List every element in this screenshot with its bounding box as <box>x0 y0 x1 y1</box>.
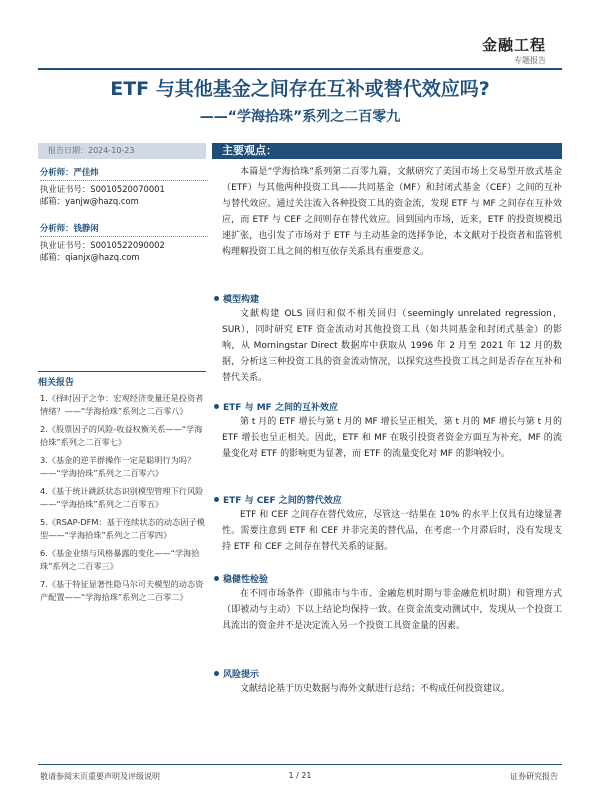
related-reports-heading: 相关报告 <box>38 371 206 388</box>
section-heading-risk: 风险提示 <box>214 667 562 680</box>
report-date-bar: 报告日期：2024-10-23 <box>38 143 206 159</box>
footer-disclaimer[interactable]: 敬请参阅末页重要声明及评级说明 <box>40 772 160 781</box>
analyst-role: 分析师： <box>40 167 74 177</box>
section-text-complement: 第 t 月的 ETF 增长与第 t 月的 MF 增长呈正相关，第 t 月的 MF 增长与第 t 月的 ETF 增长也呈正相关。因此，ETF 和 MF 在吸引投资者资金方面互为补充，MF 的流量变化对 ETF 的影响更为显著，而 ETF 的流量变化对 MF 的影响较小。 <box>222 417 562 459</box>
analyst-name: 钱静闲 <box>73 223 99 233</box>
analyst-cert: 执业证书号：S0010520070001 <box>40 184 165 194</box>
footer-rule <box>38 764 562 765</box>
section-text-model: 文献构建 OLS 回归和似不相关回归（seemingly unrelated regression，SUR），同时研究 ETF 资金流动对其他投资工具（如共同基金和封闭式基金）的影响，从 Morningstar Direct 数据库中获取从 1996 年 2 月至 2021 年 12 月的数据，分析这三种投资工具的资金流动情况，以探究这些投资工具之间是否存在互补和替代关系。 <box>222 309 562 383</box>
analyst-divider <box>40 180 208 181</box>
bullet-icon <box>214 296 219 301</box>
analyst-divider <box>40 236 208 237</box>
intro-paragraph: 本篇是“学海拾珠”系列第二百零九篇，文献研究了美国市场上交易型开放式基金（ETF）与其他两种投资工具——共同基金（MF）和封闭式基金（CEF）之间的互补与替代效应。通过关注流入各种投资工具的资金流，发现 ETF 与 MF 之间存在互补效应，而 ETF 与 CEF 之间则存在替代效应。回到国内市场，近来，ETF 的投资规模迅速扩张，也引发了市场对于 ETF 与主动基金的选择争论，本文献对于投资者和监管机构理解投资工具之间的相互依存关系具有重要意义。 <box>222 167 562 257</box>
analyst-block <box>40 166 208 207</box>
bullet-icon <box>214 404 219 409</box>
related-report-item[interactable]: 6.《基金业绩与风格暴露的变化——“学海拾珠”系列之二百零三》 <box>40 548 200 571</box>
section-text-robustness: 在不同市场条件（即熊市与牛市、金融危机时期与非金融危机时期）和管理方式（即被动与主动）下以上结论均保持一致。在资金流变动测试中，发现从一个投资工具流出的资金并不是决定流入另一个投资工具资金量的因素。 <box>222 589 562 631</box>
analyst-email[interactable]: 邮箱：yanjw@hazq.com <box>40 196 139 206</box>
related-report-item[interactable]: 4.《基于统计跳跃状态识别模型管理下行风险——“学海拾珠”系列之二百零五》 <box>40 486 204 509</box>
header-report-type: 专题报告 <box>514 56 546 65</box>
section-heading-substitute: ETF 与 CEF 之间的替代效应 <box>214 493 562 506</box>
related-report-item[interactable]: 7.《基于特征显著性隐马尔可夫模型的动态资产配置——“学海拾珠”系列之二百零二》 <box>40 579 204 602</box>
related-report-item[interactable]: 5.《RSAP-DFM：基于连续状态的动态因子模型——“学海拾珠”系列之二百零四》 <box>40 517 205 540</box>
header-rule <box>38 68 562 70</box>
report-title: ETF 与其他基金之间存在互补或替代效应吗? <box>110 78 490 100</box>
related-report-item[interactable]: 2.《股票因子的风险-收益权衡关系——“学海拾珠”系列之二百零七》 <box>40 424 203 447</box>
analyst-cert: 执业证书号：S0010522090002 <box>40 240 165 250</box>
bullet-icon <box>214 497 219 502</box>
analyst-name: 严佳炜 <box>73 167 99 177</box>
footer-label: 证券研究报告 <box>510 772 558 781</box>
related-report-item[interactable]: 1.《择时因子之争：宏观经济变量还是投资者情绪？——“学海拾珠”系列之二百零八》 <box>40 393 204 416</box>
section-text-substitute: ETF 和 CEF 之间存在替代效应，尽管这一结果在 10% 的水平上仅具有边缘显著性。需要注意到 ETF 和 CEF 并非完美的替代品，在考虑一个月滞后时，没有发现支持 ETF 和 CEF 之间存在替代关系的证据。 <box>222 510 562 552</box>
bullet-icon <box>214 671 219 676</box>
key-points-bar: 主要观点： <box>212 143 562 159</box>
page-number: 1 / 21 <box>288 771 312 780</box>
related-report-item[interactable]: 3.《基金的逆羊群操作一定是聪明行为吗？——“学海拾珠”系列之二百零六》 <box>40 455 196 478</box>
analyst-email[interactable]: 邮箱：qianjx@hazq.com <box>40 252 140 262</box>
section-heading-model: 模型构建 <box>214 292 562 305</box>
analyst-block <box>40 222 208 263</box>
bullet-icon <box>214 576 219 581</box>
section-heading-robustness: 稳健性检验 <box>214 572 562 585</box>
report-subtitle: ——“学海拾珠”系列之二百零九 <box>199 109 401 125</box>
section-text-risk: 文献结论基于历史数据与海外文献进行总结；不构成任何投资建议。 <box>240 684 511 694</box>
section-heading-complement: ETF 与 MF 之间的互补效应 <box>214 400 562 413</box>
analyst-role: 分析师： <box>40 223 74 233</box>
related-reports-list <box>40 392 208 609</box>
header-brand: 金融工程 <box>481 36 546 54</box>
